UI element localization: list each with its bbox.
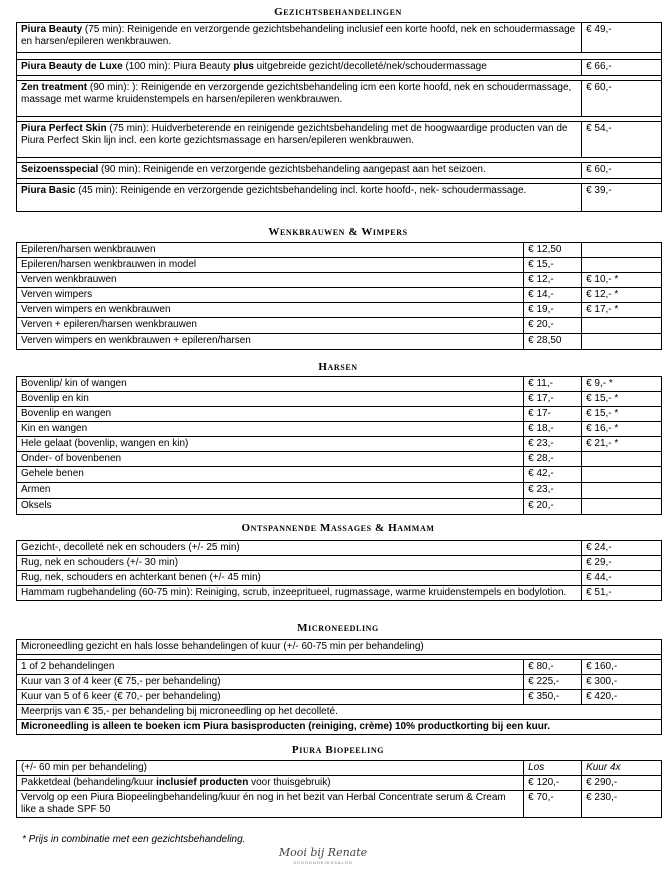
table-row: Kuur van 5 of 6 keer (€ 70,- per behandeling) € 350,- € 420,- bbox=[17, 690, 662, 705]
table-header-row: (+/- 60 min per behandeling) Los Kuur 4x bbox=[17, 761, 662, 776]
table-row: Microneedling is alleen te boeken icm Piura basisproducten (reiniging, crème) 10% productkorting bij een kuur. bbox=[17, 720, 662, 735]
salon-logo bbox=[268, 846, 378, 868]
table-wenkbrauwen bbox=[16, 242, 662, 350]
treatment-name: Piura Basic bbox=[21, 185, 76, 196]
price-cell: € 54,- bbox=[582, 122, 662, 158]
table-row: Rug, nek en schouders (+/- 30 min) € 29,- bbox=[17, 556, 662, 571]
table-row: 1 of 2 behandelingen € 80,- € 160,- bbox=[17, 660, 662, 675]
table-row: Piura Beauty de Luxe (100 min): Piura Beauty plus uitgebreide gezicht/decolleté/nek/schoudermassage € 66,- bbox=[17, 60, 662, 76]
table-row: Zen treatment (90 min): ): Reinigende en verzorgende gezichtsbehandeling icm een korte hoofd, nek en schoudermassage, massage met warme kruidenstempels en harsen/epileren wenkbrauwen. € 60,- bbox=[17, 81, 662, 117]
section-title-biopeeling: Piura Biopeeling bbox=[291, 744, 385, 756]
logo-subtitle: SCHOONHEIDSSALON bbox=[293, 860, 353, 865]
logo-script-text: Mooi bij Renate bbox=[278, 846, 368, 859]
table-row: Pakketdeal (behandeling/kuur inclusief producten voor thuisgebruik) € 120,- € 290,- bbox=[17, 776, 662, 791]
table-row: Verven wimpers en wenkbrauwen € 19,- € 17,- * bbox=[17, 303, 662, 318]
treatment-name: Zen treatment bbox=[21, 82, 88, 93]
table-row: Piura Beauty (75 min): Reinigende en verzorgende gezichtsbehandeling inclusief een korte hoofd, nek en schoudermassage en harsen/epileren wenkbrauwen. € 49,- bbox=[17, 23, 662, 53]
table-row: Verven wimpers en wenkbrauwen + epileren/harsen € 28,50 bbox=[17, 334, 662, 350]
table-row: Gehele benen € 42,- bbox=[17, 467, 662, 483]
section-title-gezicht: Gezichtsbehandelingen bbox=[274, 6, 402, 18]
treatment-name: Piura Perfect Skin bbox=[21, 123, 107, 134]
table-row: Bovenlip en wangen € 17- € 15,- * bbox=[17, 407, 662, 422]
price-cell: € 66,- bbox=[582, 60, 662, 76]
treatment-name: Piura Beauty bbox=[21, 24, 83, 35]
table-row: Piura Perfect Skin (75 min): Huidverbeterende en reinigende gezichtsbehandeling met de hoogwaardige producten van de Piura Perfect Skin lijn incl. een korte gezichtsmassage en harsen/epileren wenkbrauwen. € 54,- bbox=[17, 122, 662, 158]
price-cell: € 60,- bbox=[582, 81, 662, 117]
section-title-harsen: Harsen bbox=[318, 361, 358, 373]
table-row: Microneedling gezicht en hals losse behandelingen of kuur (+/- 60-75 min per behandeling) bbox=[17, 640, 662, 655]
section-title-microneedling: Microneedling bbox=[297, 622, 379, 634]
section-title-wenkbrauwen: Wenkbrauwen & Wimpers bbox=[268, 226, 408, 238]
table-row: Epileren/harsen wenkbrauwen € 12,50 bbox=[17, 243, 662, 258]
table-row: Verven wimpers € 14,- € 12,- * bbox=[17, 288, 662, 303]
table-harsen bbox=[16, 376, 662, 515]
table-row: Kuur van 3 of 4 keer (€ 75,- per behandeling) € 225,- € 300,- bbox=[17, 675, 662, 690]
section-title-massages: Ontspannende Massages & Hammam bbox=[241, 522, 435, 534]
table-row: Oksels € 20,- bbox=[17, 499, 662, 515]
treatment-name: Seizoensspecial bbox=[21, 164, 99, 175]
table-row: Onder- of bovenbenen € 28,- bbox=[17, 452, 662, 467]
table-row: Bovenlip en kin € 17,- € 15,- * bbox=[17, 392, 662, 407]
table-row: Vervolg op een Piura Biopeelingbehandeling/kuur én nog in het bezit van Herbal Concentrate serum & Cream like a shade SPF 50 € 70,- € 230,- bbox=[17, 791, 662, 818]
table-microneedling bbox=[16, 639, 662, 735]
table-row: Verven + epileren/harsen wenkbrauwen € 20,- bbox=[17, 318, 662, 334]
table-row: Rug, nek, schouders en achterkant benen (+/- 45 min) € 44,- bbox=[17, 571, 662, 586]
table-row: Seizoensspecial (90 min): Reinigende en verzorgende gezichtsbehandeling aangepast aan het seizoen. € 60,- bbox=[17, 163, 662, 179]
table-row: Kin en wangen € 18,- € 16,- * bbox=[17, 422, 662, 437]
table-row: Gezicht-, decolleté nek en schouders (+/- 25 min) € 24,- bbox=[17, 541, 662, 556]
table-row: Piura Basic (45 min): Reinigende en verzorgende gezichtsbehandeling incl. korte hoofd-, nek- schoudermassage. € 39,- bbox=[17, 184, 662, 212]
price-cell: € 39,- bbox=[582, 184, 662, 212]
table-gezicht bbox=[16, 22, 662, 212]
table-biopeeling bbox=[16, 760, 662, 818]
treatment-name: Piura Beauty de Luxe bbox=[21, 61, 123, 72]
table-row: Hammam rugbehandeling (60-75 min): Reiniging, scrub, inzeepritueel, rugmassage, warme kruidenstempels en bodylotion. € 51,- bbox=[17, 586, 662, 601]
table-row: Verven wenkbrauwen € 12,- € 10,- * bbox=[17, 273, 662, 288]
price-cell: € 49,- bbox=[582, 23, 662, 53]
price-cell: € 60,- bbox=[582, 163, 662, 179]
table-row: Bovenlip/ kin of wangen € 11,- € 9,- * bbox=[17, 377, 662, 392]
footnote: * Prijs in combinatie met een gezichtsbehandeling. bbox=[22, 834, 246, 845]
table-row: Meerprijs van € 35,- per behandeling bij microneedling op het decolleté. bbox=[17, 705, 662, 720]
table-row: Epileren/harsen wenkbrauwen in model € 15,- bbox=[17, 258, 662, 273]
table-massages bbox=[16, 540, 662, 601]
table-row: Armen € 23,- bbox=[17, 483, 662, 499]
table-row: Hele gelaat (bovenlip, wangen en kin) € 23,- € 21,- * bbox=[17, 437, 662, 452]
